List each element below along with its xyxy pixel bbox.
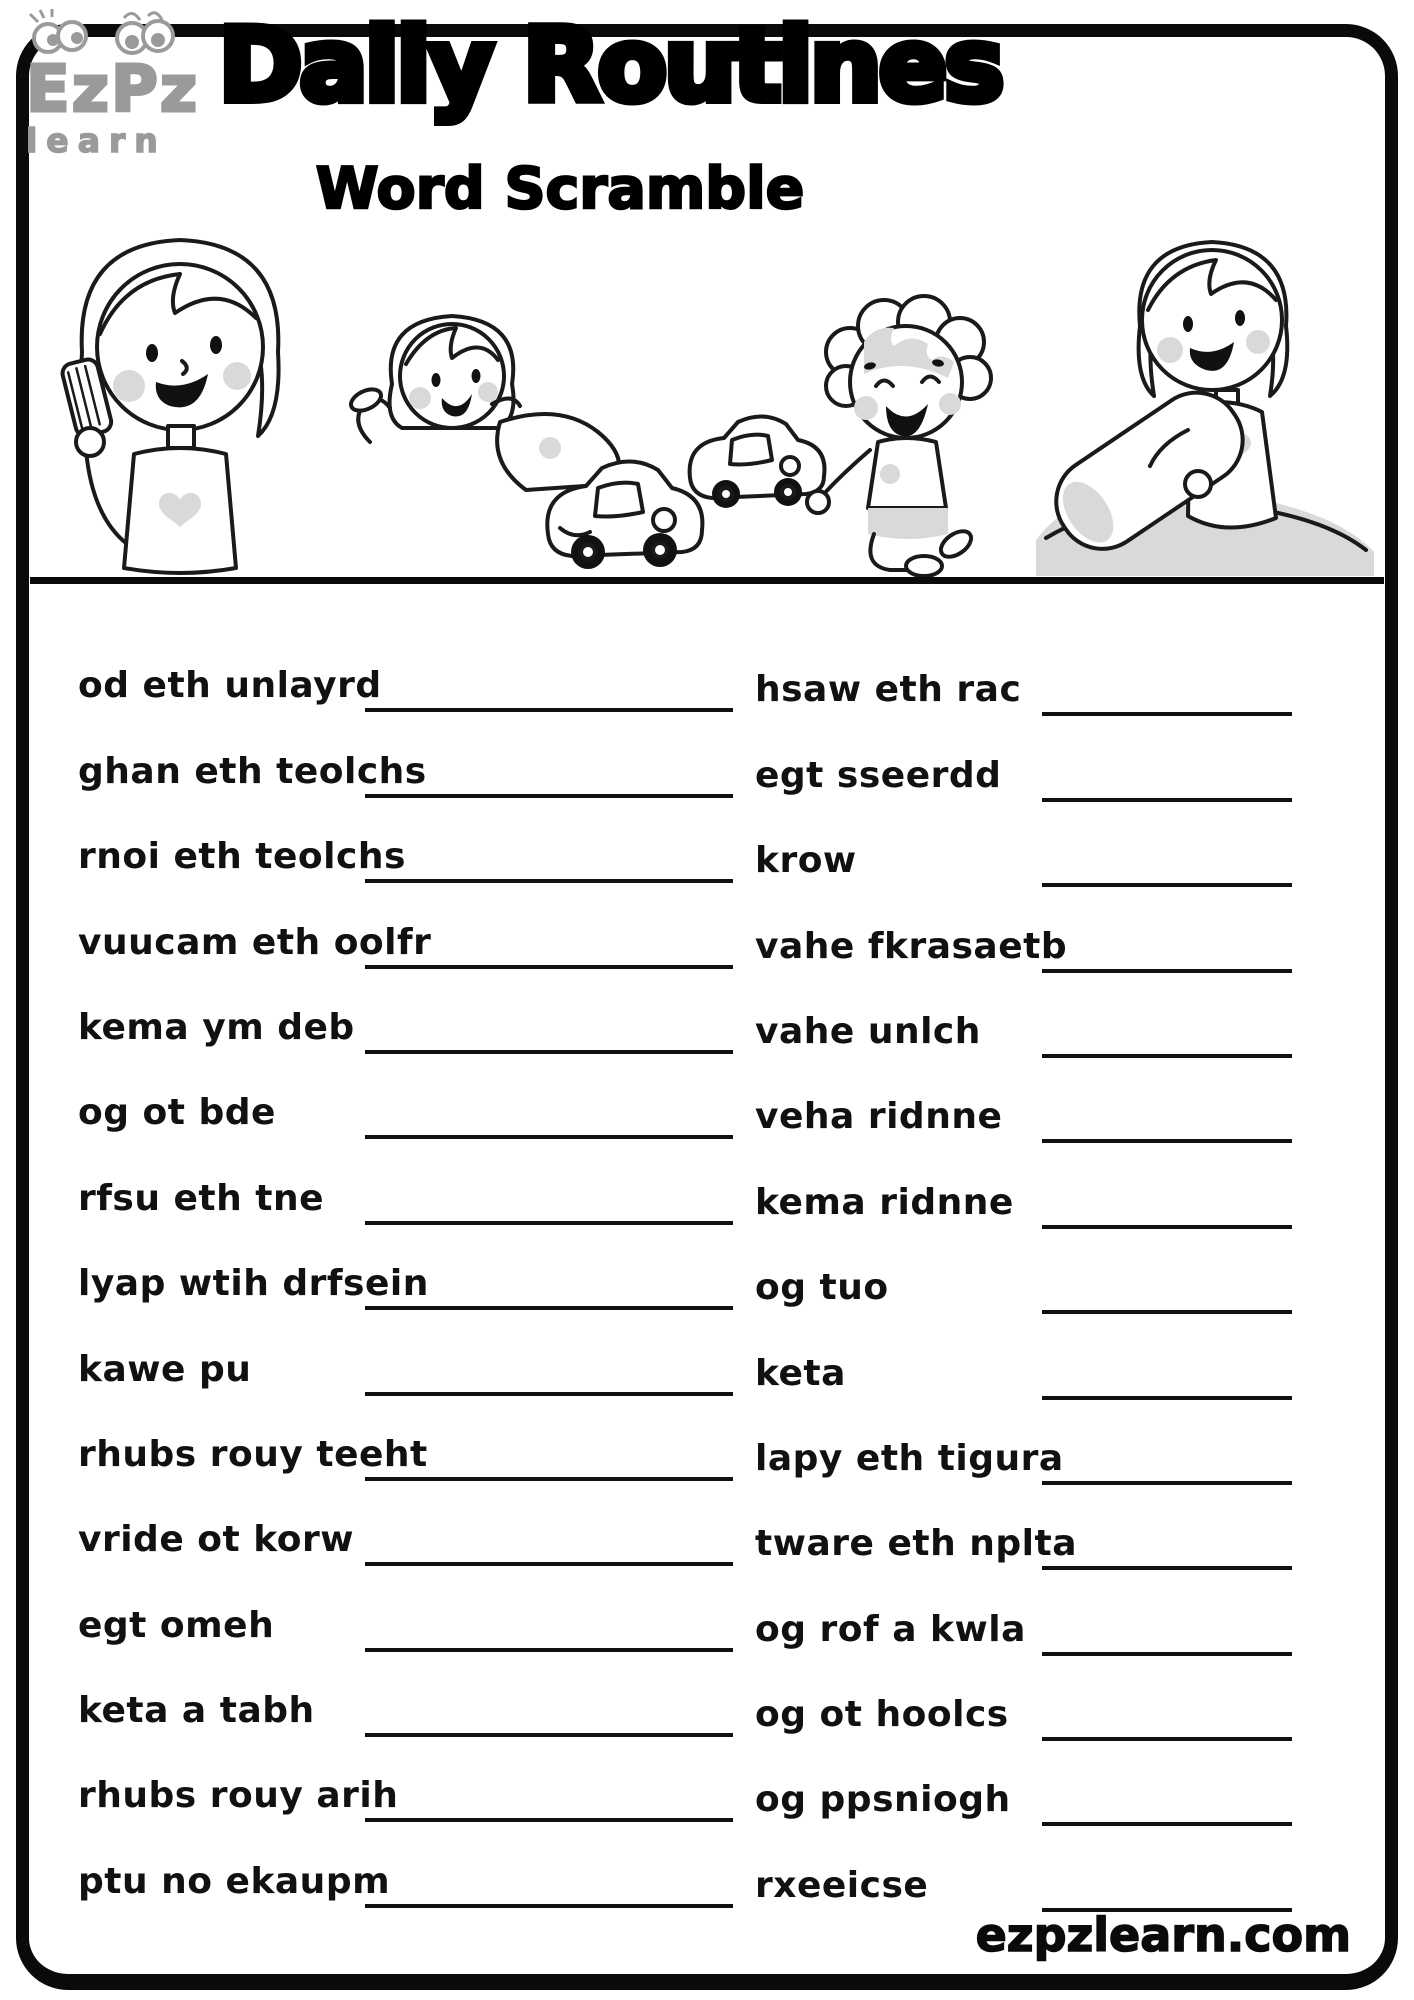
answer-blank [1042, 883, 1292, 887]
answer-blank [1042, 969, 1292, 973]
answer-blank [1042, 1481, 1292, 1485]
answer-blank [1042, 1139, 1292, 1143]
scrambled-word: kema ridnne [755, 1181, 1014, 1223]
scramble-row [78, 816, 733, 901]
scramble-row [755, 1588, 1292, 1673]
scrambled-word: rxeeicse [755, 1864, 929, 1906]
answer-blank [1042, 712, 1292, 716]
scramble-row [755, 1503, 1292, 1588]
answer-blank [1042, 1310, 1292, 1314]
page-title: Daily Routines [218, 6, 1002, 124]
scramble-row [78, 1584, 733, 1669]
scrambled-word: vahe fkrasaetb [755, 925, 1068, 967]
scramble-row [755, 991, 1292, 1076]
answer-blank [365, 1050, 733, 1054]
scramble-row [78, 1755, 733, 1840]
answer-blank [365, 1562, 733, 1566]
answer-blank [365, 1818, 733, 1822]
scramble-row [78, 1157, 733, 1242]
scrambled-word: rnoi eth teolchs [78, 836, 406, 878]
scramble-row [78, 1414, 733, 1499]
answer-blank [1042, 1822, 1292, 1826]
answer-blank [365, 1221, 733, 1225]
left-column [78, 645, 733, 1926]
answer-blank [365, 965, 733, 969]
scramble-row [78, 987, 733, 1072]
scrambled-word: ghan eth teolchs [78, 750, 427, 792]
footer-website: ezpzlearn.com [975, 1908, 1351, 1962]
scramble-row [78, 1670, 733, 1755]
scramble-row [755, 649, 1292, 734]
scrambled-word: og tuo [755, 1267, 889, 1309]
answer-blank [1042, 1396, 1292, 1400]
answer-blank [365, 1648, 733, 1652]
scramble-row [755, 1247, 1292, 1332]
scramble-row [755, 1418, 1292, 1503]
scramble-row [78, 1243, 733, 1328]
scrambled-word: rhubs rouy teeht [78, 1433, 428, 1475]
scrambled-word: krow [755, 840, 857, 882]
scramble-row [755, 1076, 1292, 1161]
scrambled-word: og ot hoolcs [755, 1694, 1009, 1736]
scrambled-word: tware eth nplta [755, 1523, 1077, 1565]
header-divider [30, 577, 1384, 584]
scrambled-word: kema ym deb [78, 1006, 355, 1048]
scramble-row [78, 645, 733, 730]
logo-googly-eyes-icon [28, 8, 198, 70]
scramble-row [78, 1072, 733, 1157]
logo-text-ezpz: EzPz [26, 53, 200, 127]
scrambled-word: vuucam eth oolfr [78, 921, 432, 963]
scramble-row [78, 901, 733, 986]
scramble-row [755, 905, 1292, 990]
answer-blank [1042, 1054, 1292, 1058]
answer-blank [1042, 1225, 1292, 1229]
scramble-row [78, 1840, 733, 1925]
scrambled-word: rfsu eth tne [78, 1177, 325, 1219]
scramble-row [78, 1499, 733, 1584]
scramble-row [755, 1161, 1292, 1246]
page-subtitle: Word Scramble [315, 156, 805, 222]
scramble-row [755, 734, 1292, 819]
scrambled-word: od eth unlayrd [78, 665, 382, 707]
scrambled-word: keta a tabh [78, 1690, 315, 1732]
scrambled-word: og ppsniogh [755, 1779, 1011, 1821]
answer-blank [1042, 1737, 1292, 1741]
scrambled-word: egt sseerdd [755, 754, 1002, 796]
scrambled-word: vahe unlch [755, 1010, 981, 1052]
answer-blank [365, 1904, 733, 1908]
answer-blank [365, 879, 733, 883]
answer-blank [365, 1392, 733, 1396]
ezpz-learn-logo [26, 18, 200, 160]
scrambled-word: veha ridnne [755, 1096, 1003, 1138]
answer-blank [1042, 1566, 1292, 1570]
scramble-row [755, 1332, 1292, 1417]
scrambled-word: hsaw eth rac [755, 669, 1022, 711]
answer-blank [365, 708, 733, 712]
scramble-row [755, 820, 1292, 905]
answer-blank [365, 1135, 733, 1139]
scrambled-word: ptu no ekaupm [78, 1860, 391, 1902]
scrambled-word: og rof a kwla [755, 1608, 1026, 1650]
girl-making-bed-with-pillow-illustration [1030, 208, 1380, 576]
answer-blank [1042, 798, 1292, 802]
girl-combing-hair-illustration [30, 212, 330, 576]
answer-blank [365, 1477, 733, 1481]
right-column [755, 649, 1292, 1930]
scramble-row [78, 730, 733, 815]
scramble-row [755, 1674, 1292, 1759]
scrambled-word: lapy eth tigura [755, 1437, 1064, 1479]
kids-playing-with-toy-cars-illustration [330, 272, 1010, 580]
scramble-row [755, 1759, 1292, 1844]
answer-blank [1042, 1652, 1292, 1656]
scramble-row [78, 1328, 733, 1413]
scrambled-word: keta [755, 1352, 846, 1394]
scrambled-word: egt omeh [78, 1604, 275, 1646]
scrambled-word: lyap wtih drfsein [78, 1263, 429, 1305]
answer-blank [365, 794, 733, 798]
scrambled-word: vride ot korw [78, 1519, 354, 1561]
scrambled-word: kawe pu [78, 1348, 252, 1390]
answer-blank [365, 1306, 733, 1310]
scrambled-word: og ot bde [78, 1092, 276, 1134]
answer-blank [365, 1733, 733, 1737]
logo-text-learn: learn [26, 121, 167, 160]
scrambled-word: rhubs rouy arih [78, 1775, 399, 1817]
